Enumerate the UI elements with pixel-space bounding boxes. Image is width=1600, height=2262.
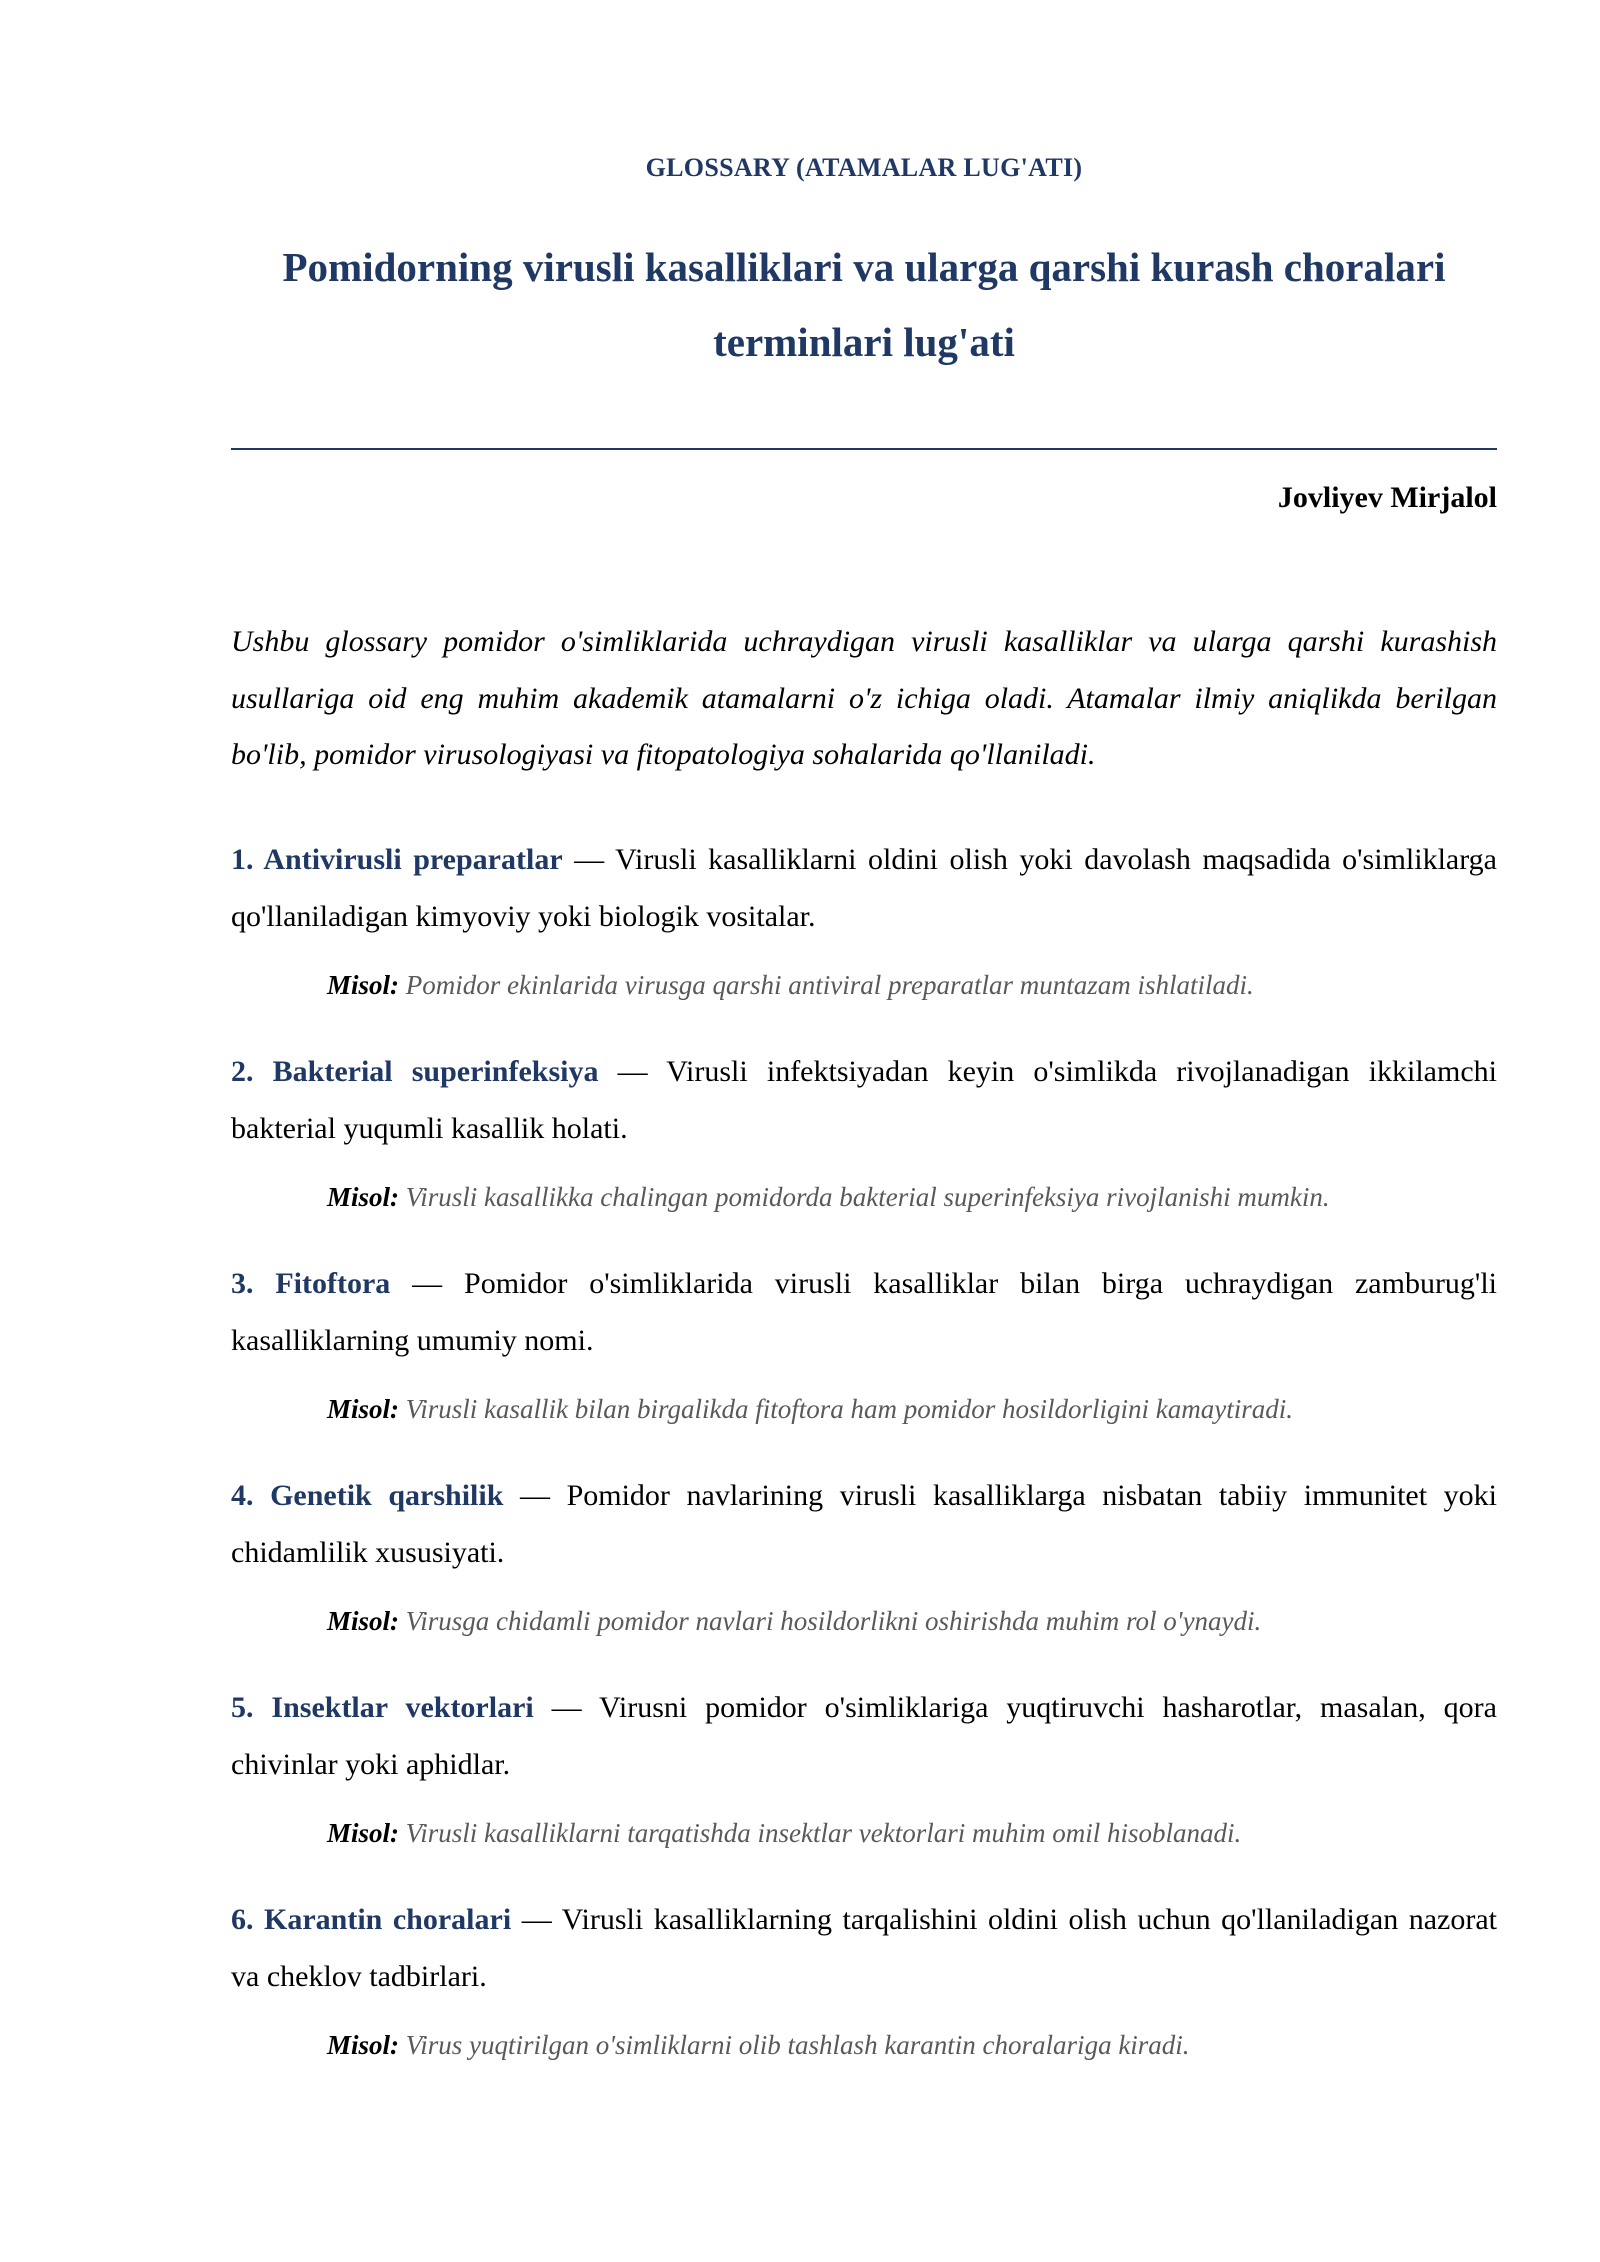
entry-definition-text: Pomidor navlarining virusli kasalliklarga nisbatan tabiiy immunitet yoki chidamlilik xususiyati. bbox=[231, 1479, 1498, 1569]
glossary-entry bbox=[231, 1680, 1497, 1892]
entry-example bbox=[327, 1606, 1261, 1637]
entry-definition-text: Virusni pomidor o'simliklariga yuqtiruvchi hasharotlar, masalan, qora chivinlar yoki aphidlar. bbox=[231, 1691, 1497, 1781]
entry-definition bbox=[231, 832, 1497, 945]
entry-term: 5. Insektlar vektorlari bbox=[231, 1691, 534, 1724]
entry-definition bbox=[231, 1468, 1497, 1581]
example-label: Misol: bbox=[327, 2030, 400, 2060]
glossary-kicker: GLOSSARY (ATAMALAR LUG'ATI) bbox=[645, 153, 1083, 182]
entry-example bbox=[327, 1394, 1293, 1425]
example-text: Virusli kasallikka chalingan pomidorda bakterial superinfeksiya rivojlanishi mumkin. bbox=[405, 1182, 1330, 1212]
example-label: Misol: bbox=[327, 1182, 400, 1212]
example-text: Virusli kasallik bilan birgalikda fitoftora ham pomidor hosildorligini kamaytiradi. bbox=[405, 1394, 1294, 1424]
entry-definition bbox=[231, 1892, 1497, 2005]
entry-term: 4. Genetik qarshilik bbox=[231, 1479, 504, 1512]
glossary-entry bbox=[231, 1044, 1497, 1256]
entry-separator: — bbox=[574, 843, 605, 876]
entry-separator: — bbox=[551, 1691, 582, 1724]
glossary-entry bbox=[231, 1892, 1497, 2104]
glossary-entry bbox=[231, 1256, 1497, 1468]
entry-example bbox=[327, 1818, 1241, 1849]
entry-definition-text: Virusli kasalliklarni oldini olish yoki davolash maqsadida o'simliklarga qo'llaniladigan kimyoviy yoki biologik vositalar. bbox=[231, 843, 1497, 933]
example-text: Pomidor ekinlarida virusga qarshi antiviral preparatlar muntazam ishlatiladi. bbox=[405, 970, 1254, 1000]
author-name: Jovliyev Mirjalol bbox=[1277, 481, 1497, 514]
entry-separator: — bbox=[521, 1903, 552, 1936]
example-text: Virusli kasalliklarni tarqatishda insektlar vektorlari muhim omil hisoblanadi. bbox=[405, 1818, 1242, 1848]
page-title: Pomidorning virusli kasalliklari va ularga qarshi kurash choralari terminlari lug'ati bbox=[282, 244, 1446, 365]
entry-example bbox=[327, 2030, 1190, 2061]
entry-example bbox=[327, 970, 1254, 1001]
title-divider bbox=[231, 448, 1497, 450]
intro-paragraph: Ushbu glossary pomidor o'simliklarida uchraydigan virusli kasalliklar va ularga qarshi kurashish usullariga oid eng muhim akademik atamalarni o'z ichiga oladi. Atamalar ilmiy aniqlikda berilgan bo'lib, pomidor virusologiyasi va fitopatologiya sohalarida qo'llaniladi. bbox=[231, 625, 1497, 771]
example-text: Virus yuqtirilgan o'simliklarni olib tashlash karantin choralariga kiradi. bbox=[405, 2030, 1190, 2060]
entry-example bbox=[327, 1182, 1330, 1213]
glossary-list bbox=[231, 832, 1497, 2104]
example-label: Misol: bbox=[327, 1818, 400, 1848]
example-label: Misol: bbox=[327, 1606, 400, 1636]
entry-definition-text: Pomidor o'simliklarida virusli kasalliklar bilan birga uchraydigan zamburug'li kasalliklarning umumiy nomi. bbox=[231, 1267, 1498, 1357]
example-label: Misol: bbox=[327, 970, 400, 1000]
example-label: Misol: bbox=[327, 1394, 400, 1424]
entry-term: 1. Antivirusli preparatlar bbox=[231, 843, 563, 876]
entry-definition-text: Virusli kasalliklarning tarqalishini oldini olish uchun qo'llaniladigan nazorat va cheklov tadbirlari. bbox=[231, 1903, 1497, 1993]
entry-definition bbox=[231, 1044, 1497, 1157]
entry-separator: — bbox=[617, 1055, 648, 1088]
entry-definition bbox=[231, 1256, 1497, 1369]
entry-definition bbox=[231, 1680, 1497, 1793]
entry-separator: — bbox=[519, 1479, 550, 1512]
example-text: Virusga chidamli pomidor navlari hosildorlikni oshirishda muhim rol o'ynaydi. bbox=[405, 1606, 1262, 1636]
glossary-entry bbox=[231, 832, 1497, 1044]
glossary-entry bbox=[231, 1468, 1497, 1680]
entry-term: 3. Fitoftora bbox=[231, 1267, 391, 1300]
entry-separator: — bbox=[412, 1267, 443, 1300]
entry-definition-text: Virusli infektsiyadan keyin o'simlikda rivojlanadigan ikkilamchi bakterial yuqumli kasallik holati. bbox=[231, 1055, 1497, 1145]
entry-term: 6. Karantin choralari bbox=[231, 1903, 512, 1936]
entry-term: 2. Bakterial superinfeksiya bbox=[231, 1055, 599, 1088]
